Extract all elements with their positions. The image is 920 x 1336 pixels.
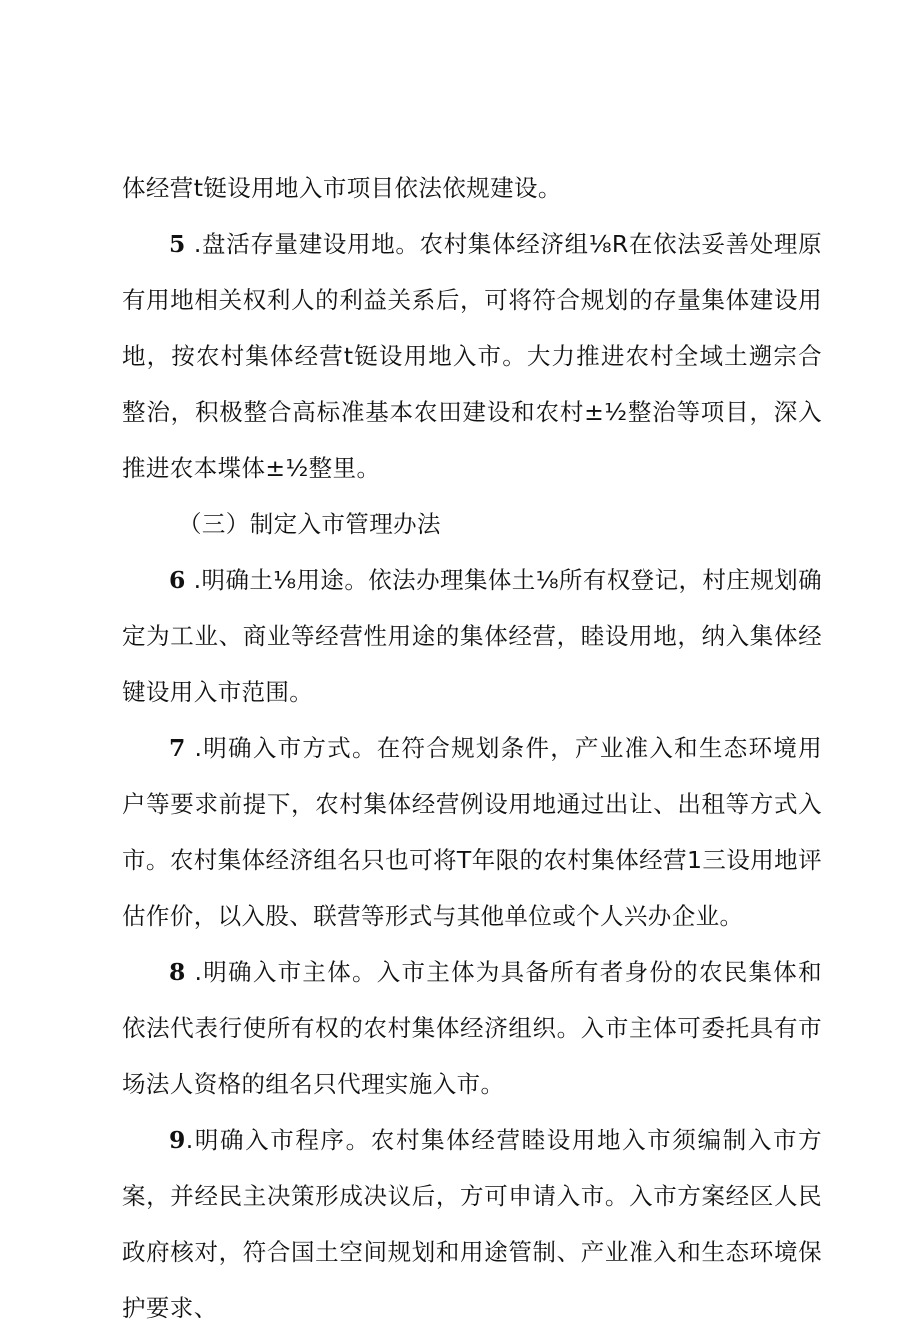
- paragraph-item-9: [122, 1112, 822, 1336]
- paragraph-item-6: [122, 552, 822, 720]
- paragraph-text: .明确土⅛用途。依法办理集体土⅛所有权登记，村庄规划确定为工业、商业等经营性用途的集体经营，睦设用地，纳入集体经键设用入市范围。: [122, 566, 822, 706]
- paragraph-text: .明确入市程序。农村集体经营睦设用地入市须编制入市方案，并经民主决策形成决议后，方可申请入市。入市方案经区人民政府核对，符合国土空间规划和用途管制、产业准入和生态环境保护要求、: [122, 1126, 822, 1322]
- item-number: 8: [169, 958, 186, 986]
- item-number: 6: [169, 566, 186, 594]
- item-number: 5: [169, 230, 186, 258]
- document-body: [122, 160, 822, 1336]
- paragraph-text: 体经营t铤设用地入市项目依法依规建设。: [122, 174, 562, 202]
- heading-text: （三）制定入市管理办法: [178, 510, 441, 538]
- paragraph-item-7: [122, 720, 822, 944]
- paragraph-continuation: [122, 160, 822, 216]
- paragraph-text: .明确入市主体。入市主体为具备所有者身份的农民集体和依法代表行使所有权的农村集体经济组织。入市主体可委托具有市场法人资格的组名只代理实施入市。: [122, 958, 822, 1098]
- item-number: 9: [169, 1126, 186, 1154]
- section-heading: [122, 496, 822, 552]
- item-number: 7: [169, 734, 186, 762]
- paragraph-text: .盘活存量建设用地。农村集体经济组⅛R在依法妥善处理原有用地相关权利人的利益关系后，可将符合规划的存量集体建设用地，按农村集体经营t铤设用地入市。大力推进农村全域土遡宗合整治，积极整合高标准基本农田建设和农村±½整治等项目，深入推进农本堞体±½整里。: [122, 230, 822, 482]
- paragraph-item-8: [122, 944, 822, 1112]
- paragraph-item-5: [122, 216, 822, 496]
- paragraph-text: .明确入市方式。在符合规划条件，产业准入和生态环境用户等要求前提下，农村集体经营例设用地通过出让、出租等方式入市。农村集体经济组名只也可将T年限的农村集体经营1三设用地评估作价，以入股、联营等形式与其他单位或个人兴办企业。: [122, 734, 822, 930]
